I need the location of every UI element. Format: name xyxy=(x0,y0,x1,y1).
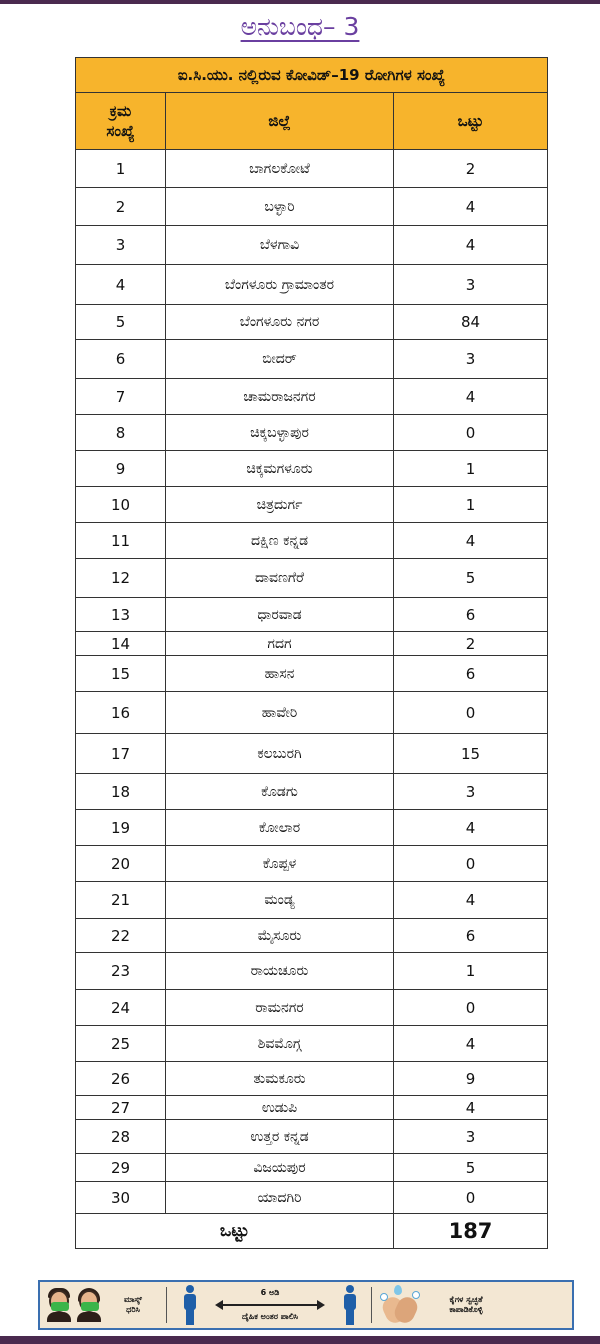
count-cell: 0 xyxy=(394,990,548,1026)
serial-cell: 28 xyxy=(76,1120,166,1154)
district-cell: ಬಾಗಲಕೋಟೆ xyxy=(166,150,394,188)
serial-cell: 7 xyxy=(76,379,166,415)
hands-text-line1: ಕೈಗಳ ಸ್ವಚ್ಛತೆ xyxy=(449,1295,483,1304)
hands-text xyxy=(424,1295,508,1315)
count-cell: 4 xyxy=(394,810,548,846)
banner-divider xyxy=(166,1287,167,1323)
serial-cell: 18 xyxy=(76,774,166,810)
table-row xyxy=(76,1096,548,1120)
district-cell: ತುಮಕೂರು xyxy=(166,1062,394,1096)
district-cell: ದಕ್ಷಿಣ ಕನ್ನಡ xyxy=(166,523,394,559)
table-row xyxy=(76,487,548,523)
district-cell: ಹಾವೇರಿ xyxy=(166,692,394,734)
count-cell: 3 xyxy=(394,340,548,379)
count-cell: 4 xyxy=(394,523,548,559)
serial-cell: 22 xyxy=(76,919,166,953)
serial-cell: 9 xyxy=(76,451,166,487)
count-cell: 4 xyxy=(394,882,548,919)
table-row xyxy=(76,451,548,487)
serial-cell: 23 xyxy=(76,953,166,990)
serial-cell: 19 xyxy=(76,810,166,846)
serial-cell: 2 xyxy=(76,188,166,226)
serial-cell: 26 xyxy=(76,1062,166,1096)
serial-cell: 15 xyxy=(76,656,166,692)
district-cell: ಬಳ್ಳಾರಿ xyxy=(166,188,394,226)
double-arrow-icon xyxy=(215,1300,325,1310)
count-cell: 0 xyxy=(394,692,548,734)
count-cell: 1 xyxy=(394,451,548,487)
count-cell: 0 xyxy=(394,1182,548,1214)
table-row xyxy=(76,882,548,919)
distance-value: 6 ಅಡಿ xyxy=(260,1288,280,1297)
table-row xyxy=(76,990,548,1026)
serial-header xyxy=(76,93,166,150)
serial-cell: 29 xyxy=(76,1154,166,1182)
count-cell: 3 xyxy=(394,265,548,305)
table-row xyxy=(76,559,548,598)
grand-total: 187 xyxy=(394,1214,548,1249)
count-cell: 4 xyxy=(394,1026,548,1062)
serial-cell: 10 xyxy=(76,487,166,523)
count-cell: 5 xyxy=(394,1154,548,1182)
count-cell: 3 xyxy=(394,774,548,810)
serial-cell: 13 xyxy=(76,598,166,632)
district-cell: ಚಿಕ್ಕಬಳ್ಳಾಪುರ xyxy=(166,415,394,451)
district-cell: ಶಿವಮೊಗ್ಗ xyxy=(166,1026,394,1062)
serial-cell: 27 xyxy=(76,1096,166,1120)
district-cell: ಧಾರವಾಡ xyxy=(166,598,394,632)
hands-section xyxy=(374,1282,508,1328)
serial-header-line2: ಸಂಖ್ಯೆ xyxy=(106,122,135,140)
table-row xyxy=(76,415,548,451)
serial-cell: 25 xyxy=(76,1026,166,1062)
count-cell: 4 xyxy=(394,226,548,265)
table-row xyxy=(76,953,548,990)
serial-cell: 24 xyxy=(76,990,166,1026)
district-cell: ಬೀದರ್ xyxy=(166,340,394,379)
table-row xyxy=(76,598,548,632)
count-cell: 84 xyxy=(394,305,548,340)
table-row xyxy=(76,188,548,226)
mask-text-line1: ಮಾಸ್ಕ್ xyxy=(123,1295,143,1304)
count-cell: 3 xyxy=(394,1120,548,1154)
table-row xyxy=(76,1154,548,1182)
table-row xyxy=(76,846,548,882)
table-row xyxy=(76,692,548,734)
table-row xyxy=(76,523,548,559)
total-header: ಒಟ್ಟು xyxy=(394,93,548,150)
icu-patients-table xyxy=(75,57,548,1249)
table-row xyxy=(76,734,548,774)
district-cell: ಗದಗ xyxy=(166,632,394,656)
count-cell: 4 xyxy=(394,379,548,415)
distance-text xyxy=(215,1288,325,1322)
district-cell: ಚಿತ್ರದುರ್ಗ xyxy=(166,487,394,523)
table-row xyxy=(76,632,548,656)
serial-cell: 5 xyxy=(76,305,166,340)
district-cell: ಬೆಂಗಳೂರು ಗ್ರಾಮಾಂತರ xyxy=(166,265,394,305)
count-cell: 15 xyxy=(394,734,548,774)
district-header: ಜಿಲ್ಲೆ xyxy=(166,93,394,150)
distance-section xyxy=(183,1282,357,1328)
person-icon xyxy=(183,1285,197,1325)
serial-cell: 14 xyxy=(76,632,166,656)
count-cell: 6 xyxy=(394,656,548,692)
hands-text-line2: ಕಾಪಾಡಿಕೊಳ್ಳಿ xyxy=(449,1305,483,1314)
serial-cell: 1 xyxy=(76,150,166,188)
mask-section xyxy=(40,1282,164,1328)
serial-cell: 21 xyxy=(76,882,166,919)
table-caption: ಐ.ಸಿ.ಯು. ನಲ್ಲಿರುವ ಕೋವಿಡ್–19 ರೋಗಿಗಳ ಸಂಖ್ಯೆ xyxy=(76,58,548,93)
mask-text xyxy=(102,1295,164,1315)
serial-cell: 12 xyxy=(76,559,166,598)
district-cell: ರಾಯಚೂರು xyxy=(166,953,394,990)
serial-cell: 11 xyxy=(76,523,166,559)
district-cell: ಮಂಡ್ಯ xyxy=(166,882,394,919)
page-title: ಅನುಬಂಧ– 3 xyxy=(240,12,360,41)
count-cell: 6 xyxy=(394,919,548,953)
table-row xyxy=(76,919,548,953)
table-row xyxy=(76,810,548,846)
serial-cell: 16 xyxy=(76,692,166,734)
district-cell: ದಾವಣಗೆರೆ xyxy=(166,559,394,598)
table-row xyxy=(76,1182,548,1214)
banner-divider xyxy=(371,1287,372,1323)
district-cell: ಯಾದಗಿರಿ xyxy=(166,1182,394,1214)
table-row xyxy=(76,1120,548,1154)
count-cell: 2 xyxy=(394,632,548,656)
district-cell: ಮೈಸೂರು xyxy=(166,919,394,953)
serial-cell: 8 xyxy=(76,415,166,451)
district-cell: ಕೋಲಾರ xyxy=(166,810,394,846)
table-row xyxy=(76,305,548,340)
masked-face-icon xyxy=(46,1288,72,1322)
count-cell: 1 xyxy=(394,487,548,523)
serial-cell: 3 xyxy=(76,226,166,265)
top-border xyxy=(0,0,600,4)
district-cell: ಕಲಬುರಗಿ xyxy=(166,734,394,774)
district-cell: ಬೆಳಗಾವಿ xyxy=(166,226,394,265)
table-row xyxy=(76,656,548,692)
count-cell: 0 xyxy=(394,415,548,451)
district-cell: ಹಾಸನ xyxy=(166,656,394,692)
table-row xyxy=(76,265,548,305)
safety-banner xyxy=(38,1280,574,1330)
mask-text-line2: ಧರಿಸಿ xyxy=(126,1305,140,1314)
district-cell: ವಿಜಯಪುರ xyxy=(166,1154,394,1182)
footer-total-label: ಒಟ್ಟು xyxy=(76,1214,394,1249)
table-row xyxy=(76,1062,548,1096)
district-cell: ಚಾಮರಾಜನಗರ xyxy=(166,379,394,415)
serial-cell: 17 xyxy=(76,734,166,774)
count-cell: 9 xyxy=(394,1062,548,1096)
count-cell: 1 xyxy=(394,953,548,990)
table-body xyxy=(76,150,548,1214)
table-row xyxy=(76,150,548,188)
hand-wash-icon xyxy=(380,1285,420,1325)
table-row xyxy=(76,379,548,415)
distance-line1: ದೈಹಿಕ ಅಂತರ ಪಾಲಿಸಿ xyxy=(241,1312,299,1321)
count-cell: 0 xyxy=(394,846,548,882)
serial-cell: 4 xyxy=(76,265,166,305)
bottom-border xyxy=(0,1336,600,1344)
district-cell: ಉತ್ತರ ಕನ್ನಡ xyxy=(166,1120,394,1154)
table-row xyxy=(76,1026,548,1062)
table-row xyxy=(76,226,548,265)
count-cell: 2 xyxy=(394,150,548,188)
count-cell: 4 xyxy=(394,188,548,226)
serial-header-line1: ಕ್ರಮ xyxy=(109,102,132,120)
district-cell: ಉಡುಪಿ xyxy=(166,1096,394,1120)
count-cell: 4 xyxy=(394,1096,548,1120)
district-cell: ರಾಮನಗರ xyxy=(166,990,394,1026)
serial-cell: 30 xyxy=(76,1182,166,1214)
district-cell: ಕೊಪ್ಪಳ xyxy=(166,846,394,882)
table-row xyxy=(76,774,548,810)
count-cell: 6 xyxy=(394,598,548,632)
serial-cell: 20 xyxy=(76,846,166,882)
person-icon xyxy=(343,1285,357,1325)
masked-face-icon xyxy=(76,1288,102,1322)
table-row xyxy=(76,340,548,379)
serial-cell: 6 xyxy=(76,340,166,379)
district-cell: ಬೆಂಗಳೂರು ನಗರ xyxy=(166,305,394,340)
count-cell: 5 xyxy=(394,559,548,598)
district-cell: ಚಿಕ್ಕಮಗಳೂರು xyxy=(166,451,394,487)
district-cell: ಕೊಡಗು xyxy=(166,774,394,810)
